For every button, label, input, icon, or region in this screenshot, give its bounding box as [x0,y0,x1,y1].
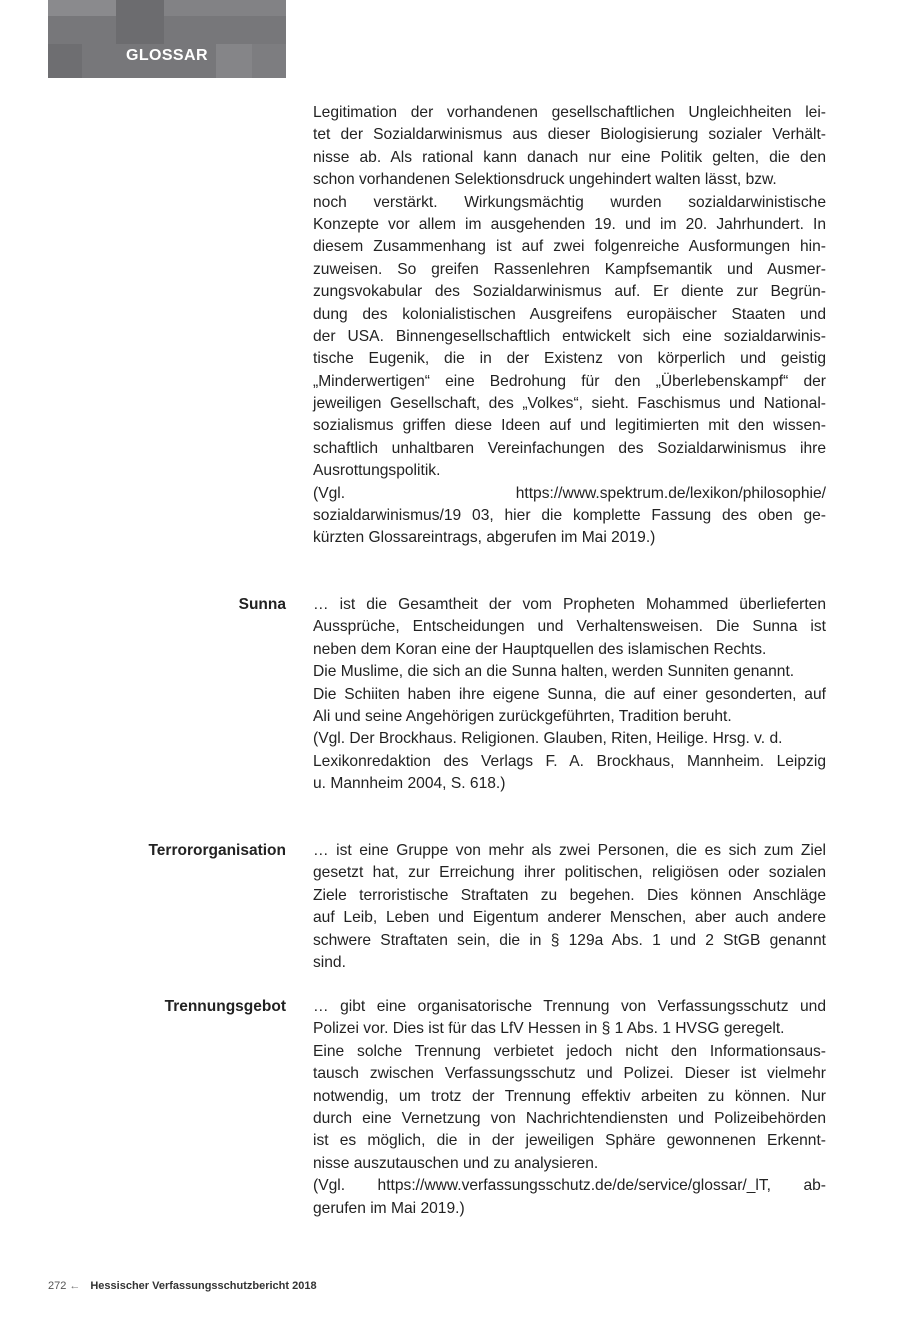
definition-line: zungsvokabular des Sozialdarwinismus auf. Er diente zur Begrün- [313,283,826,301]
definition-line: zuweisen. So greifen Rassenlehren Kampfsemantik und Ausmer- [313,260,826,278]
definition-line: diesem Zusammenhang ist auf zwei folgenreiche Ausformungen hin- [313,238,826,256]
publication-title: Hessischer Verfassungsschutzbericht 2018 [90,1280,317,1292]
header-tile [252,44,286,78]
definition-line: auf Leib, Leben und Eigentum anderer Menschen, aber auch andere [313,909,826,927]
definition-line: notwendig, um trotz der Trennung effektiv arbeiten zu können. Nur [313,1087,826,1105]
header-tile [48,44,82,78]
page-number: 272 [48,1280,67,1292]
definition-line: sind. [313,953,346,971]
entry-definition [313,594,826,796]
entry-term: Trennungsgebot [164,998,286,1015]
definition-line: kürzten Glossareintrags, abgerufen im Mai 2019.) [313,529,656,547]
definition-line: Konzepte vor allem im ausgehenden 19. und im 20. Jahrhundert. In [313,215,826,233]
definition-line: der USA. Binnengesellschaftlich entwickelt sich eine sozialdarwinis- [313,327,826,345]
definition-line: … gibt eine organisatorische Trennung von Verfassungsschutz und [313,998,826,1015]
header-tile [48,0,116,16]
back-arrow-icon[interactable]: ← [69,1280,81,1292]
definition-line: … ist die Gesamtheit der vom Propheten Mohammed überlieferten [313,596,826,613]
definition-line: schaftlich unhaltbaren Vereinfachungen des Sozialdarwinismus ihre [313,439,826,457]
header-tile [164,0,286,16]
definition-line: sozialdarwinismus/19 03, hier die komplette Fassung des oben ge- [313,507,826,525]
definition-line: … ist eine Gruppe von mehr als zwei Personen, die es sich zum Ziel [313,842,826,859]
definition-line: nisse auszutauschen und zu analysieren. [313,1154,599,1172]
header-tile [216,44,252,78]
definition-line: durch eine Vernetzung von Nachrichtendiensten und Polizeibehörden [313,1109,826,1127]
definition-line: neben dem Koran eine der Hauptquellen des islamischen Rechts. [313,640,767,658]
definition-line: Lexikonredaktion des Verlags F. A. Brockhaus, Mannheim. Leipzig [313,752,826,770]
definition-line: Ali und seine Angehörigen zurückgeführten, Tradition beruht. [313,707,732,725]
entry-term: Sunna [238,596,286,613]
definition-line: ist es möglich, die in der jeweiligen Sphäre gewonnenen Erkennt- [313,1132,826,1150]
definition-line: tische Eugenik, die in der Existenz von körperlich und geistig [313,350,826,368]
definition-line: nisse ab. Als rational kann danach nur eine Politik gelten, die den [313,148,826,166]
entry-term: Terrororganisation [148,842,286,859]
entry-definition [313,996,826,1220]
definition-line: tet der Sozialdarwinismus aus dieser Biologisierung sozialer Verhält- [313,126,826,144]
definition-line: noch verstärkt. Wirkungsmächtig wurden sozialdarwinistische [313,193,826,211]
page-footer [48,1278,317,1294]
definition-line: jeweiligen Gesellschaft, des „Volkes“, sieht. Faschismus und National- [313,395,826,413]
definition-line: schwere Straftaten sein, die in § 129a Abs. 1 und 2 StGB genannt [313,931,826,949]
section-header-band [48,0,286,78]
definition-line: (Vgl. https://www.spektrum.de/lexikon/philosophie/ [313,484,826,502]
definition-line: u. Mannheim 2004, S. 618.) [313,775,506,793]
definition-line: (Vgl. https://www.verfassungsschutz.de/de/service/glossar/_lT, ab- [313,1177,826,1195]
entry-definition [313,102,826,550]
header-tile [116,0,164,44]
definition-line: schon vorhandenen Selektionsdruck ungehindert walten lässt, bzw. [313,171,777,189]
definition-line: sozialismus griffen diese Ideen auf und legitimierten mit den wissen- [313,417,826,435]
definition-line: Eine solche Trennung verbietet jedoch nicht den Informationsaus- [313,1042,826,1060]
definition-line: tausch zwischen Verfassungsschutz und Polizei. Dieser ist vielmehr [313,1065,826,1083]
definition-line: Polizei vor. Dies ist für das LfV Hessen in § 1 Abs. 1 HVSG geregelt. [313,1020,785,1038]
definition-line: gerufen im Mai 2019.) [313,1199,465,1217]
definition-line: Die Schiiten haben ihre eigene Sunna, die auf einer gesonderten, auf [313,685,826,703]
definition-line: dung des kolonialistischen Ausgreifens europäischer Staaten und [313,305,826,323]
definition-line: Ausrottungspolitik. [313,462,441,480]
definition-line: Die Muslime, die sich an die Sunna halten, werden Sunniten genannt. [313,663,795,681]
definition-line: Ziele terroristische Straftaten zu begehen. Dies können Anschläge [313,886,826,904]
definition-line: „Minderwertigen“ eine Bedrohung für den „Überlebenskampf“ der [313,372,826,390]
entry-definition [313,840,826,974]
definition-line: Legitimation der vorhandenen gesellschaftlichen Ungleichheiten lei- [313,104,826,121]
definition-line: (Vgl. Der Brockhaus. Religionen. Glauben, Riten, Heilige. Hrsg. v. d. [313,730,783,748]
section-title: GLOSSAR [126,47,208,64]
definition-line: Aussprüche, Entscheidungen und Verhaltensweisen. Die Sunna ist [313,618,826,636]
definition-line: gesetzt hat, zur Erreichung ihrer politischen, religiösen oder sozialen [313,864,826,882]
